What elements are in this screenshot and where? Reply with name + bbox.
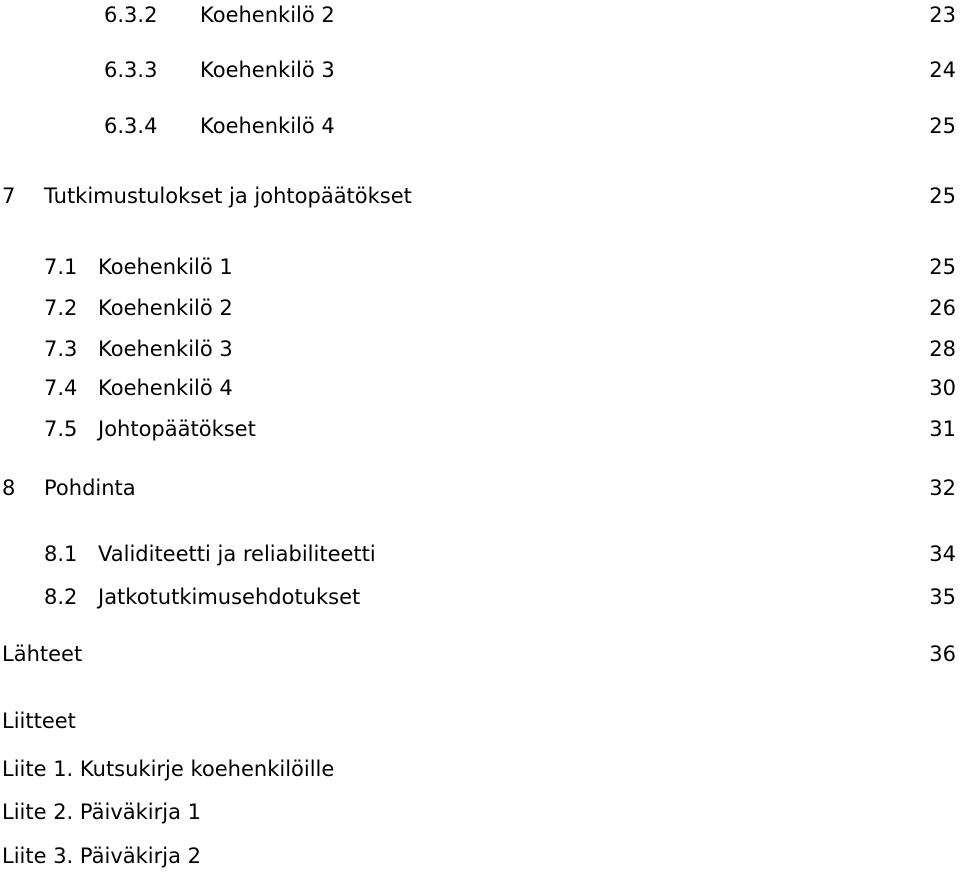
toc-entry-title: Koehenkilö 3 xyxy=(200,58,335,82)
toc-entry-number: 6.3.4 xyxy=(104,114,158,138)
toc-entry-number: 6.3.2 xyxy=(104,3,158,27)
toc-entry-title: Koehenkilö 2 xyxy=(200,3,335,27)
toc-entry[interactable] xyxy=(0,473,960,503)
toc-entry[interactable] xyxy=(0,111,960,141)
toc-entry[interactable] xyxy=(0,252,960,282)
toc-entry-page: 35 xyxy=(929,585,956,609)
toc-entry[interactable] xyxy=(0,639,960,669)
toc-entry-number: 8.2 xyxy=(44,585,78,609)
toc-entry[interactable] xyxy=(0,0,960,30)
toc-entry[interactable] xyxy=(0,706,960,736)
toc-entry-page: 24 xyxy=(929,58,956,82)
toc-entry-number: 7.1 xyxy=(44,255,78,279)
toc-entry[interactable] xyxy=(0,414,960,444)
toc-entry-title: Johtopäätökset xyxy=(98,417,256,441)
toc-entry[interactable] xyxy=(0,181,960,211)
toc-entry-page: 34 xyxy=(929,542,956,566)
toc-entry-page: 30 xyxy=(929,376,956,400)
toc-entry[interactable] xyxy=(0,373,960,403)
toc-entry-page: 28 xyxy=(929,337,956,361)
toc-entry[interactable] xyxy=(0,55,960,85)
toc-entry-title: Liitteet xyxy=(2,709,76,733)
toc-entry[interactable] xyxy=(0,293,960,323)
toc-entry-title: Koehenkilö 4 xyxy=(200,114,335,138)
toc-entry-number: 7.3 xyxy=(44,337,78,361)
toc-entry-title: Koehenkilö 3 xyxy=(98,337,233,361)
toc-entry-number: 8 xyxy=(2,476,16,500)
toc-entry-title: Pohdinta xyxy=(44,476,136,500)
toc-entry-number: 7.2 xyxy=(44,296,78,320)
toc-entry-title: Lähteet xyxy=(2,642,83,666)
toc-entry-page: 25 xyxy=(929,255,956,279)
toc-entry[interactable] xyxy=(0,797,960,827)
toc-entry-number: 6.3.3 xyxy=(104,58,158,82)
toc-entry-number: 8.1 xyxy=(44,542,78,566)
toc-entry-title: Tutkimustulokset ja johtopäätökset xyxy=(44,184,412,208)
toc-entry-title: Jatkotutkimusehdotukset xyxy=(98,585,361,609)
toc-entry-number: 7.5 xyxy=(44,417,78,441)
toc-entry[interactable] xyxy=(0,539,960,569)
toc-entry-page: 31 xyxy=(929,417,956,441)
toc-entry-number: 7 xyxy=(2,184,16,208)
toc-entry[interactable] xyxy=(0,841,960,871)
toc-entry[interactable] xyxy=(0,334,960,364)
toc-entry-title: Validiteetti ja reliabiliteetti xyxy=(98,542,376,566)
toc-entry-title: Koehenkilö 4 xyxy=(98,376,233,400)
toc-entry-number: 7.4 xyxy=(44,376,78,400)
toc-entry-page: 26 xyxy=(929,296,956,320)
toc-entry-page: 32 xyxy=(929,476,956,500)
toc-entry-page: 25 xyxy=(929,114,956,138)
toc-entry-title: Koehenkilö 1 xyxy=(98,255,233,279)
toc-entry-page: 36 xyxy=(929,642,956,666)
toc-entry-page: 23 xyxy=(929,3,956,27)
toc-entry-title: Liite 3. Päiväkirja 2 xyxy=(2,844,201,868)
toc-entry[interactable] xyxy=(0,754,960,784)
toc-entry-title: Liite 2. Päiväkirja 1 xyxy=(2,800,201,824)
toc-entry-title: Koehenkilö 2 xyxy=(98,296,233,320)
toc-entry-page: 25 xyxy=(929,184,956,208)
toc-entry-title: Liite 1. Kutsukirje koehenkilöille xyxy=(2,757,335,781)
toc-entry[interactable] xyxy=(0,582,960,612)
